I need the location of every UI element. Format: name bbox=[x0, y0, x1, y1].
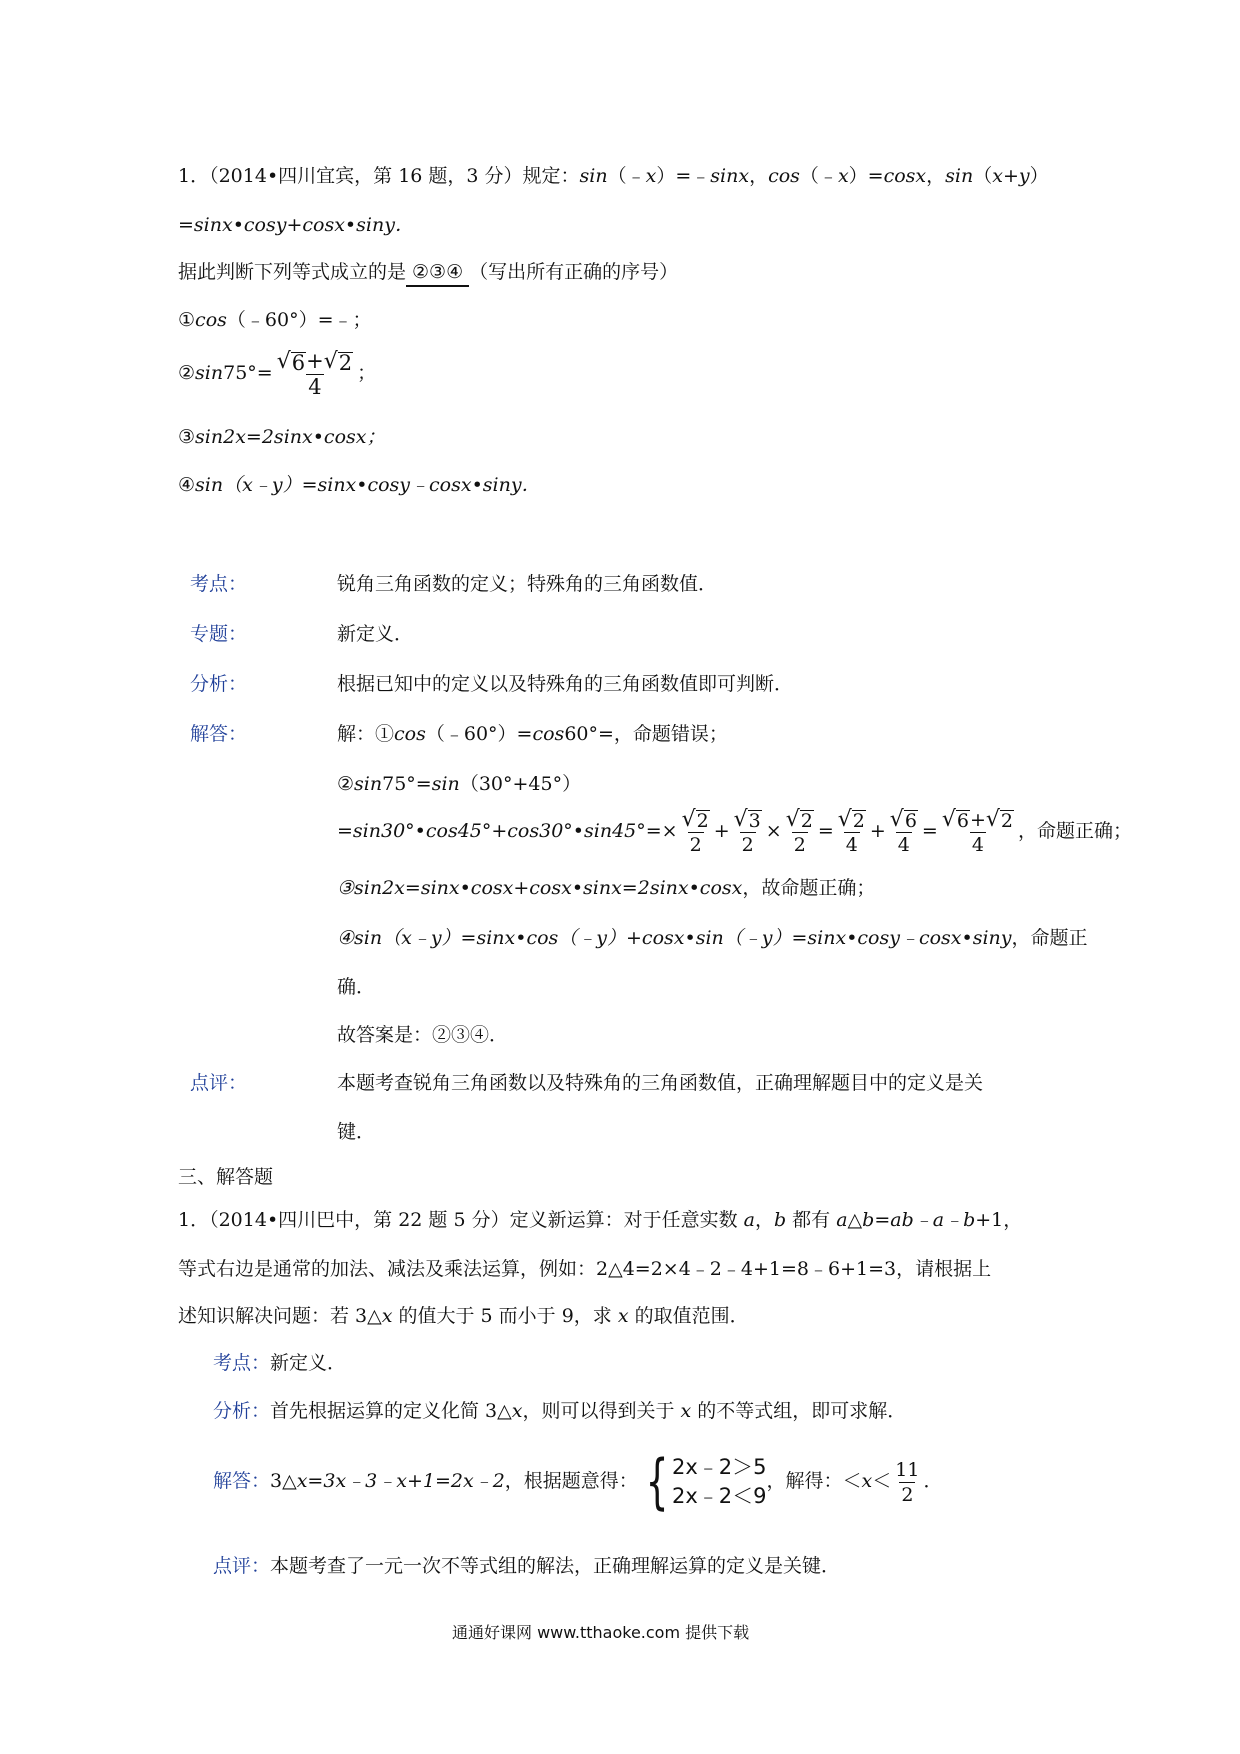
math-fn: cos bbox=[532, 723, 565, 745]
math-sin: sin bbox=[579, 165, 608, 187]
fraction-denominator: 2 bbox=[741, 833, 754, 856]
math-text: ，命题正 bbox=[1011, 927, 1088, 949]
math-var: x bbox=[511, 1400, 523, 1422]
sqrt bbox=[985, 806, 1014, 832]
problem2-dianping bbox=[213, 1553, 840, 1579]
jieda-label: 解答： bbox=[190, 723, 248, 745]
math-fn: sin bbox=[195, 426, 224, 448]
math-fn: cos bbox=[195, 309, 227, 331]
math-text: ） bbox=[1029, 165, 1049, 187]
fenxi-label: 分析： bbox=[213, 1400, 271, 1422]
math-text: ＜ bbox=[872, 1470, 892, 1492]
math-text: ）=﹣ bbox=[656, 165, 711, 187]
radical-sign: √ bbox=[323, 349, 338, 374]
math-text: 75°= bbox=[223, 362, 273, 384]
math-op: + bbox=[306, 349, 324, 373]
problem1-item2 bbox=[178, 346, 376, 400]
dianping-text: 本题考查锐角三角函数以及特殊角的三角函数值，正确理解题目中的定义是关 bbox=[337, 1072, 984, 1094]
math-text: 75°= bbox=[382, 773, 432, 795]
math-text: +1， bbox=[975, 1209, 1023, 1231]
math-var: b bbox=[773, 1209, 787, 1231]
radical-sign: √ bbox=[941, 806, 956, 832]
math-text: 3△ bbox=[270, 1470, 297, 1492]
math-var: x bbox=[645, 165, 657, 187]
math-var: x bbox=[861, 1470, 873, 1492]
radical-sign: √ bbox=[785, 806, 800, 832]
problem2-line1 bbox=[178, 1207, 1022, 1233]
fraction bbox=[680, 806, 712, 856]
jieda-line5 bbox=[337, 925, 1088, 951]
zhuanti-label: 专题： bbox=[190, 623, 248, 645]
math-op: + bbox=[713, 820, 730, 842]
radical-sign: √ bbox=[889, 806, 904, 832]
problem1-item3 bbox=[178, 424, 385, 450]
fraction bbox=[732, 806, 764, 856]
math-text: ，命题正确； bbox=[1018, 820, 1133, 842]
section-title: 三、解答题 bbox=[178, 1166, 274, 1188]
fraction bbox=[940, 806, 1016, 856]
math-cos: cos bbox=[768, 165, 800, 187]
math-text: 1．（2014•四川巴中，第 22 题 5 分）定义新运算：对于任意实数 bbox=[178, 1209, 744, 1231]
fraction-numerator bbox=[940, 806, 1016, 832]
math-text: （x﹣y）=sinx•cosy﹣cosx•siny． bbox=[223, 474, 541, 496]
problem1-line1 bbox=[178, 163, 1049, 189]
math-text: =sin30°•cos45°+cos30°•sin45°=× bbox=[337, 820, 678, 842]
math-text: 60°=，命题错误； bbox=[564, 723, 728, 745]
inequality-row: 2x﹣2＜9 bbox=[672, 1484, 767, 1508]
problem1-source: 1．（2014•四川宜宾，第 16 题，3 分）规定： bbox=[178, 165, 580, 187]
fraction-denominator: 2 bbox=[689, 833, 702, 856]
radicand: 2 bbox=[800, 809, 813, 832]
problem1-instruction: （写出所有正确的序号） bbox=[469, 261, 679, 283]
dianping-label: 点评： bbox=[190, 1072, 248, 1094]
math-text: 首先根据运算的定义化简 3△ bbox=[270, 1400, 512, 1422]
math-op: = bbox=[817, 820, 834, 842]
problem1-item1 bbox=[178, 307, 372, 333]
fraction bbox=[893, 1459, 921, 1506]
page-footer: 通通好课网 www.tthaoke.com 提供下载 bbox=[452, 1623, 750, 1642]
fraction-numerator: 11 bbox=[895, 1458, 920, 1481]
kaodian-label: 考点： bbox=[190, 573, 248, 595]
math-op: = bbox=[921, 820, 938, 842]
answer-blank: ②③④ bbox=[406, 259, 469, 287]
radicand: 6 bbox=[904, 809, 917, 832]
math-var: x bbox=[617, 1305, 629, 1327]
fraction-denominator: 2 bbox=[793, 833, 806, 856]
math-text: 的不等式组，即可求解． bbox=[691, 1400, 907, 1422]
fraction-denominator: 4 bbox=[308, 375, 322, 399]
radical-sign: √ bbox=[681, 806, 696, 832]
jieda-label: 解答： bbox=[213, 1470, 271, 1492]
sqrt bbox=[888, 806, 920, 832]
kaodian-text: 锐角三角函数的定义；特殊角的三角函数值． bbox=[337, 573, 718, 595]
fraction bbox=[784, 806, 816, 856]
problem1-prompt: 据此判断下列等式成立的是 bbox=[178, 261, 407, 283]
fraction-denominator: 4 bbox=[897, 833, 910, 856]
math-text: ）= bbox=[848, 165, 884, 187]
math-text: ， bbox=[926, 165, 946, 187]
math-expr: a△b=ab﹣a﹣b bbox=[836, 1209, 976, 1231]
radicand: 6 bbox=[291, 351, 306, 375]
math-op: + bbox=[969, 808, 986, 831]
radical-sign: √ bbox=[276, 349, 291, 374]
math-expr: x=3x﹣3﹣x+1=2x﹣2 bbox=[296, 1470, 505, 1492]
fraction-numerator bbox=[275, 350, 355, 374]
math-text: （ bbox=[973, 165, 993, 187]
math-op: + bbox=[869, 820, 886, 842]
inequality-row: 2x﹣2＞5 bbox=[672, 1455, 767, 1479]
math-text: ， bbox=[754, 1209, 774, 1231]
math-text: ． bbox=[923, 1470, 943, 1492]
item-marker: ③ bbox=[178, 426, 196, 448]
math-fn: sin bbox=[195, 474, 224, 496]
math-var: x bbox=[837, 165, 849, 187]
sqrt bbox=[836, 806, 868, 832]
math-text: 2x=2sinx•cosx； bbox=[223, 426, 386, 448]
problem2-kaodian bbox=[213, 1350, 346, 1376]
math-text: 的取值范围． bbox=[628, 1305, 749, 1327]
radical-sign: √ bbox=[985, 806, 1000, 832]
jieda-line2 bbox=[337, 771, 581, 797]
sqrt bbox=[941, 806, 970, 832]
math-text: ； bbox=[357, 362, 377, 384]
math-text: ③sin2x=sinx•cosx+cosx•sinx=2sinx•cosx bbox=[337, 877, 743, 899]
jieda-line4 bbox=[337, 875, 875, 901]
math-text: （﹣ bbox=[799, 165, 838, 187]
math-var: a bbox=[743, 1209, 755, 1231]
radical-sign: √ bbox=[733, 806, 748, 832]
fraction bbox=[275, 350, 355, 398]
problem2-jieda bbox=[213, 1447, 943, 1517]
math-text: （﹣60°）= bbox=[425, 723, 533, 745]
math-text: ，根据题意得： bbox=[504, 1470, 638, 1492]
jieda-line3 bbox=[337, 804, 1132, 858]
math-fn: sin bbox=[354, 773, 383, 795]
fenxi-label: 分析： bbox=[190, 673, 248, 695]
dianping-text: 本题考查了一元一次不等式组的解法，正确理解运算的定义是关键． bbox=[270, 1555, 841, 1577]
jieda-line1 bbox=[337, 721, 728, 747]
item-marker: ① bbox=[178, 309, 196, 331]
radicand: 6 bbox=[956, 809, 969, 832]
math-var: x bbox=[680, 1400, 692, 1422]
math-text: ，解得：＜ bbox=[766, 1470, 862, 1492]
fraction-denominator: 4 bbox=[971, 833, 984, 856]
kaodian-label: 考点： bbox=[213, 1352, 271, 1374]
math-text: （﹣60°）=﹣； bbox=[226, 309, 372, 331]
inequality-rows bbox=[672, 1453, 767, 1511]
problem2-line2: 等式右边是通常的加法、减法及乘法运算，例如：2△4=2×4﹣2﹣4+1=8﹣6+1=3，请根据上 bbox=[178, 1258, 992, 1280]
problem1-line2: =sinx•cosy+cosx•siny． bbox=[178, 214, 414, 236]
math-text: ④sin（x﹣y）=sinx•cos（﹣y）+cosx•sin（﹣y）=sinx•cosy﹣cosx•siny bbox=[337, 927, 1012, 949]
sqrt bbox=[680, 806, 712, 832]
item-marker: ④ bbox=[178, 474, 196, 496]
math-text: （﹣ bbox=[607, 165, 646, 187]
math-text: 解：① bbox=[337, 723, 395, 745]
dianping-text-2: 键． bbox=[337, 1121, 376, 1143]
math-op: × bbox=[765, 820, 782, 842]
left-brace: { bbox=[645, 1447, 669, 1517]
item-marker: ② bbox=[178, 362, 196, 384]
math-text: 都有 bbox=[786, 1209, 837, 1231]
sqrt bbox=[784, 806, 816, 832]
sqrt bbox=[277, 351, 306, 373]
fraction-denominator: 2 bbox=[901, 1483, 914, 1506]
math-text: 的值大于 5 而小于 9，求 bbox=[392, 1305, 618, 1327]
jieda-line6: 确． bbox=[337, 976, 376, 998]
radicand: 2 bbox=[1000, 809, 1013, 832]
jieda-line7: 故答案是：②③④． bbox=[337, 1024, 509, 1046]
problem2-line3 bbox=[178, 1303, 749, 1329]
math-fn: sin bbox=[195, 362, 224, 384]
math-sin: sin bbox=[945, 165, 974, 187]
fenxi-text: 根据已知中的定义以及特殊角的三角函数值即可判断． bbox=[337, 673, 794, 695]
math-cosx: cosx bbox=[883, 165, 927, 187]
problem2-fenxi bbox=[213, 1398, 906, 1424]
math-text: ，则可以得到关于 bbox=[522, 1400, 681, 1422]
sqrt bbox=[732, 806, 764, 832]
radicand: 2 bbox=[696, 809, 709, 832]
inequality-system bbox=[638, 1447, 767, 1517]
zhuanti-text: 新定义． bbox=[337, 623, 414, 645]
fraction bbox=[888, 806, 920, 856]
math-text: ， bbox=[749, 165, 769, 187]
math-text: ② bbox=[337, 773, 355, 795]
math-text: 述知识解决问题：若 3△ bbox=[178, 1305, 382, 1327]
sqrt bbox=[324, 351, 353, 373]
fraction bbox=[836, 806, 868, 856]
problem1-line3 bbox=[178, 259, 678, 287]
math-text: （30°+45°） bbox=[459, 773, 582, 795]
math-sinx: sinx bbox=[710, 165, 750, 187]
problem1-item4 bbox=[178, 472, 541, 498]
radicand: 2 bbox=[338, 351, 353, 375]
math-var: x bbox=[381, 1305, 393, 1327]
math-fn: cos bbox=[394, 723, 426, 745]
radicand: 2 bbox=[852, 809, 865, 832]
math-fn: sin bbox=[431, 773, 460, 795]
math-var: x+y bbox=[992, 165, 1030, 187]
math-text: ，故命题正确； bbox=[742, 877, 876, 899]
kaodian-text: 新定义． bbox=[270, 1352, 347, 1374]
fraction-denominator: 4 bbox=[845, 833, 858, 856]
radicand: 3 bbox=[748, 809, 761, 832]
radical-sign: √ bbox=[837, 806, 852, 832]
dianping-label: 点评： bbox=[213, 1555, 271, 1577]
